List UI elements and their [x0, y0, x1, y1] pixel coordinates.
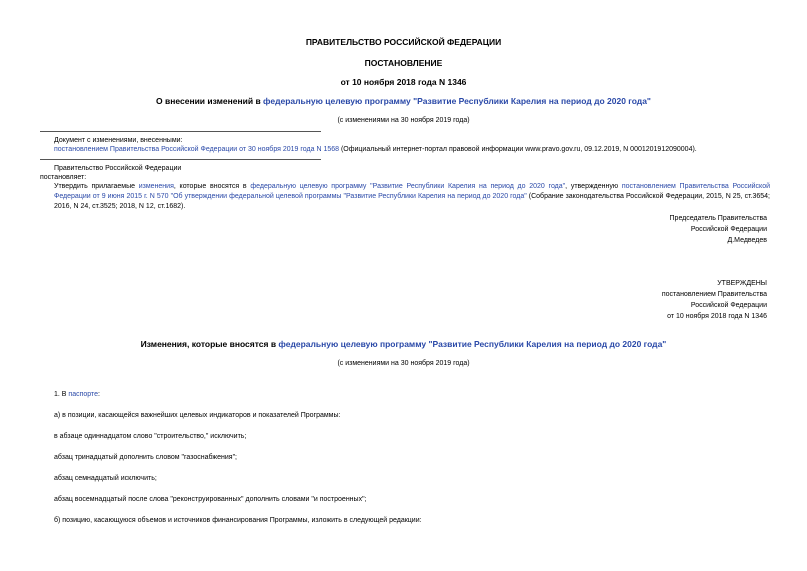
item-1-suffix: :: [98, 391, 100, 398]
publication-info: (Официальный интернет-портал правовой информации www.pravo.gov.ru, 09.12.2019, N 0001201912090004).: [339, 146, 697, 153]
list-item: в абзаце одиннадцатом слово "строительство," исключить;: [54, 433, 247, 440]
para-text-1: Утвердить прилагаемые: [54, 183, 139, 190]
approved-label: УТВЕРЖДЕНЫ: [717, 280, 767, 287]
decree-570-link[interactable]: постановлением Правительства Российской Федерации от 9 июня 2015 г. N 570 "Об утверждении федеральной целевой программы "Развитие Республики Карелия на период до 2020 года": [54, 183, 771, 200]
program-link-3[interactable]: федеральную целевую программу "Развитие Республики Карелия на период до 2020 года": [278, 339, 667, 349]
approved-country: Российской Федерации: [690, 302, 767, 309]
signature-position: Председатель Правительства: [669, 215, 767, 222]
changes-link[interactable]: изменения: [138, 183, 174, 190]
document-date: от 10 ноября 2018 года N 1346: [340, 77, 467, 87]
changes-note-label: Документ с изменениями, внесенными:: [54, 137, 183, 144]
program-link-2[interactable]: федеральную целевую программу "Развитие Республики Карелия на период до 2020 года": [250, 183, 566, 190]
list-item: б) позицию, касающуюся объемов и источников финансирования Программы, изложить в следующей редакции:: [54, 517, 422, 524]
approved-by: постановлением Правительства: [661, 291, 767, 298]
document-type: ПОСТАНОВЛЕНИЕ: [364, 58, 443, 68]
title-prefix: О внесении изменений в: [156, 96, 264, 106]
signature-name: Д.Медведев: [727, 237, 767, 244]
approved-date: от 10 ноября 2018 года N 1346: [667, 313, 767, 320]
para-text-4: (Собрание законодательства Российской Федерации, 2015, N 25, ст.3654; 2016, N 24, ст.3525; 2018, N 12, ст.1682).: [54, 193, 770, 210]
government-subject: Правительство Российской Федерации: [54, 165, 182, 172]
list-item: абзац тринадцатый дополнить словом "газоснабжения";: [54, 454, 237, 461]
para-text-2: , которые вносятся в: [173, 183, 251, 190]
para-text-3: , утвержденную: [565, 183, 622, 190]
program-link[interactable]: федеральную целевую программу "Развитие Республики Карелия на период до 2020 года": [263, 96, 651, 106]
changes-amendment-note: (с изменениями на 30 ноября 2019 года): [337, 360, 470, 367]
list-item: а) в позиции, касающейся важнейших целевых индикаторов и показателей Программы:: [54, 412, 341, 419]
divider-top: [40, 131, 321, 132]
passport-link[interactable]: паспорте: [68, 391, 99, 398]
list-item: [54, 390, 100, 399]
list-item: абзац семнадцатый исключить;: [54, 475, 157, 482]
changes-title: [0, 339, 807, 349]
changes-note: [54, 145, 697, 154]
government-heading: ПРАВИТЕЛЬСТВО РОССИЙСКОЙ ФЕДЕРАЦИИ: [305, 37, 502, 47]
divider-bottom: [40, 159, 321, 160]
item-1-prefix: 1. В: [54, 391, 69, 398]
resolution-paragraph: [54, 182, 770, 212]
amending-decree-link[interactable]: постановлением Правительства Российской Федерации от 30 ноября 2019 года N 1568: [54, 146, 340, 153]
changes-title-prefix: Изменения, которые вносятся в: [140, 339, 279, 349]
signature-country: Российской Федерации: [690, 226, 767, 233]
document-title: [0, 96, 807, 106]
list-item: абзац восемнадцатый после слова "реконструированных" дополнить словами "и построенных";: [54, 496, 367, 503]
decrees-word: постановляет:: [40, 174, 87, 181]
amendment-note: (с изменениями на 30 ноября 2019 года): [337, 117, 470, 124]
